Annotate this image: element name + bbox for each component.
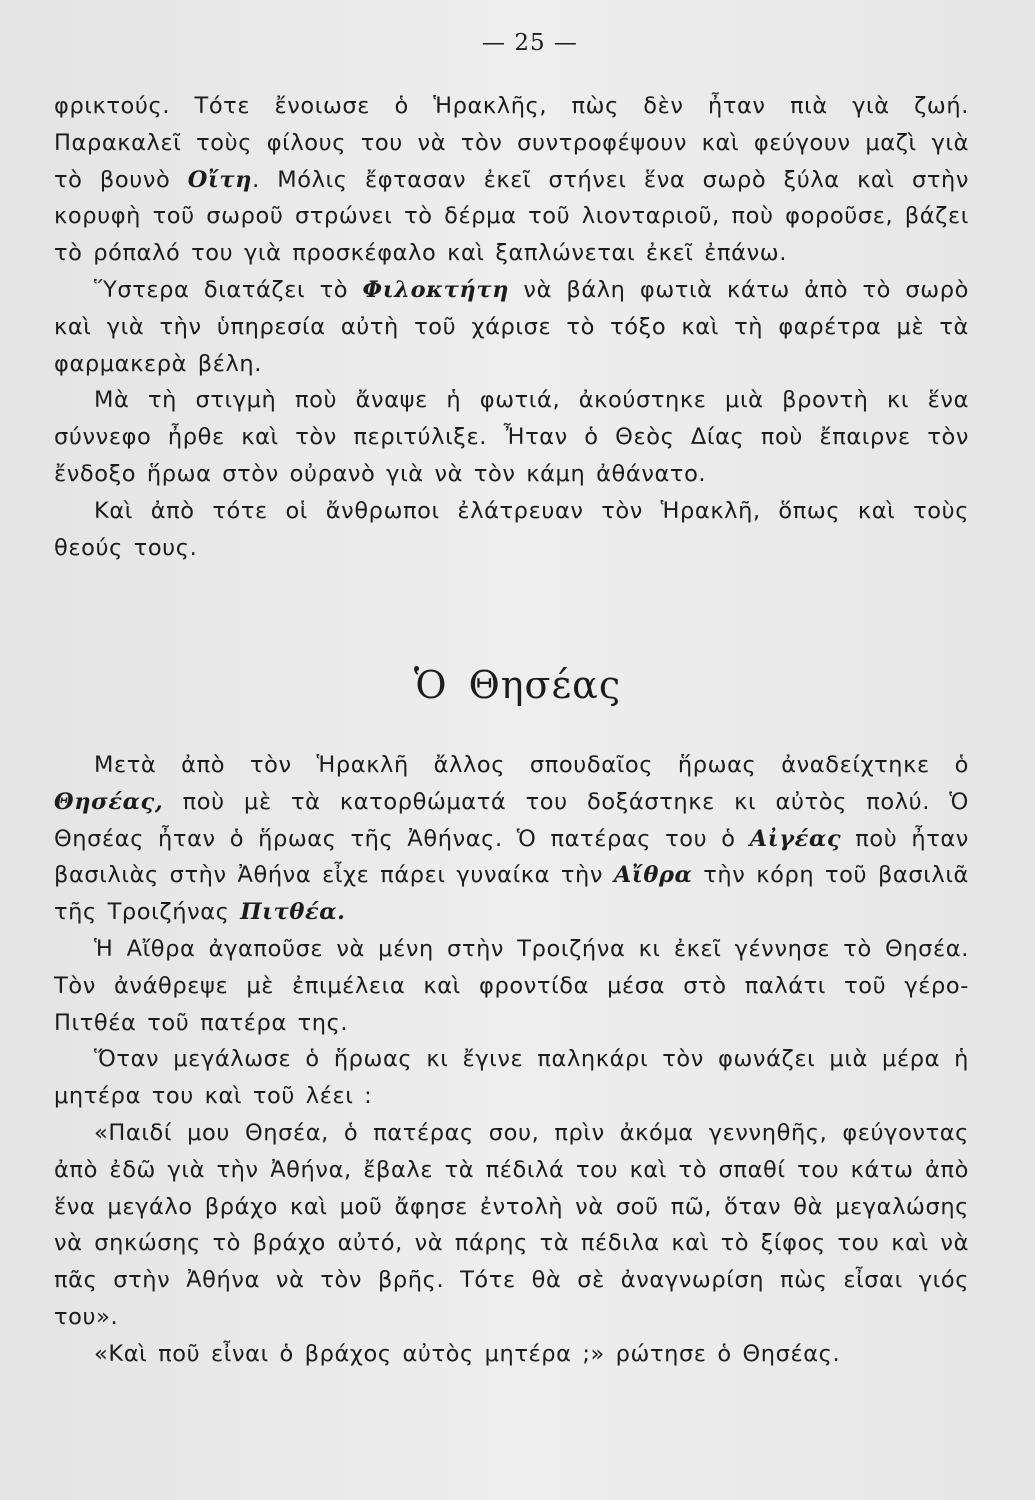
name-oiti: Οἴτη [187, 166, 253, 193]
paragraph: «Παιδί μου Θησέα, ὁ πατέρας σου, πρὶν ἀκόμα γεννηθῆς, φεύγοντας ἀπὸ ἐδῶ γιὰ τὴν Ἀθήνα, ἔβαλε τὰ πέδιλά του καὶ τὸ σπαθί του κάτω ἀπὸ ἕνα μεγάλο βράχο καὶ μοῦ ἄφησε ἐντολὴ νὰ σοῦ πῶ, ὅταν θὰ μεγαλώσης νὰ σηκώσης τὸ βράχο αὐτό, νὰ πάρης τὰ πέδιλα καὶ τὸ ξίφος του καὶ νὰ πᾶς στὴν Ἀθήνα νὰ τὸν βρῆς. Τότε θὰ σὲ ἀναγνωρίση πὼς εἶσαι γιός του». [54, 1119, 969, 1330]
paragraph: «Καὶ ποῦ εἶναι ὁ βράχος αὐτὸς μητέρα ;» ρώτησε ὁ Θησέας. [94, 1340, 841, 1367]
name-aegeus: Αἰγέας [749, 825, 842, 852]
paragraph: Καὶ ἀπὸ τότε οἱ ἄνθρωποι ἐλάτρευαν τὸν Ἡρακλῆ, ὅπως καὶ τοὺς θεούς τους. [54, 497, 969, 561]
paragraph: Μὰ τὴ στιγμὴ ποὺ ἄναψε ἡ φωτιά, ἀκούστηκε μιὰ βροντὴ κι ἕνα σύννεφο ἦρθε καὶ τὸν περιτύλιξε. Ἦταν ὁ Θεὸς Δίας ποὺ ἔπαιρνε τὸν ἔνδοξο ἥρωα στὸν οὐρανὸ γιὰ νὰ τὸν κάμη ἀθάνατο. [54, 387, 969, 487]
page-number: — 25 — [482, 30, 578, 56]
name-theseus: Θησέας, [54, 788, 164, 815]
heracles-ending-text [54, 88, 969, 566]
paragraph: Μετὰ ἀπὸ τὸν Ἡρακλῆ ἄλλος σπουδαῖος ἥρωας ἀναδείχτηκε ὁ Θησέας, ποὺ μὲ τὰ κατορθώματά του δοξάστηκε κι αὐτὸς πολύ. Ὁ Θησέας ἦταν ὁ ἥρωας τῆς Ἀθήνας. Ὁ πατέρας του ὁ Αἰγέας ποὺ ἦταν βασιλιὰς στὴν Ἀθήνα εἶχε πάρει γυναίκα τὴν Αἴθρα τὴν κόρη τοῦ βασιλιᾶ τῆς Τροιζήνας Πιτθέα. [54, 752, 969, 926]
name-aethra: Αἴθρα [613, 862, 693, 889]
paragraph: Ὕστερα διατάζει τὸ Φιλοκτήτη νὰ βάλη φωτιὰ κάτω ἀπὸ τὸ σωρὸ καὶ γιὰ τὴν ὑπηρεσία αὐτὴ τοῦ χάρισε τὸ τόξο καὶ τὴ φαρέτρα μὲ τὰ φαρμακερὰ βέλη. [54, 276, 969, 377]
name-philoctetes: Φιλοκτήτη [362, 276, 510, 303]
section-title: Ὁ Θησέας [413, 663, 622, 707]
theseus-text [54, 747, 969, 1373]
paragraph: Ἡ Αἴθρα ἀγαποῦσε νὰ μένη στὴν Τροιζήνα κι ἐκεῖ γέννησε τὸ Θησέα. Τὸν ἀνάθρεψε μὲ ἐπιμέλεια καὶ φροντίδα μέσα στὸ παλάτι τοῦ γέρο-Πιτθέα τοῦ πατέρα της. [54, 935, 969, 1036]
paragraph: φρικτούς. Τότε ἔνοιωσε ὁ Ἡρακλῆς, πὼς δὲν ἦταν πιὰ γιὰ ζωή. Παρακαλεῖ τοὺς φίλους του νὰ τὸν συντροφέψουν καὶ φεύγουν μαζὶ γιὰ τὸ βουνὸ Οἴτη. Μόλις ἔφτασαν ἐκεῖ στήνει ἕνα σωρὸ ξύλα καὶ στὴν κορυφὴ τοῦ σωροῦ στρώνει τὸ δέρμα τοῦ λιονταριοῦ, ποὺ φοροῦσε, βάζει τὸ ρόπαλό του γιὰ προσκέφαλο καὶ ξαπλώνεται ἐκεῖ ἐπάνω. [54, 93, 969, 267]
name-pittheus: Πιτθέα. [240, 899, 346, 926]
paragraph: Ὅταν μεγάλωσε ὁ ἥρωας κι ἔγινε παληκάρι τὸν φωνάζει μιὰ μέρα ἡ μητέρα του καὶ τοῦ λέει : [54, 1046, 969, 1110]
